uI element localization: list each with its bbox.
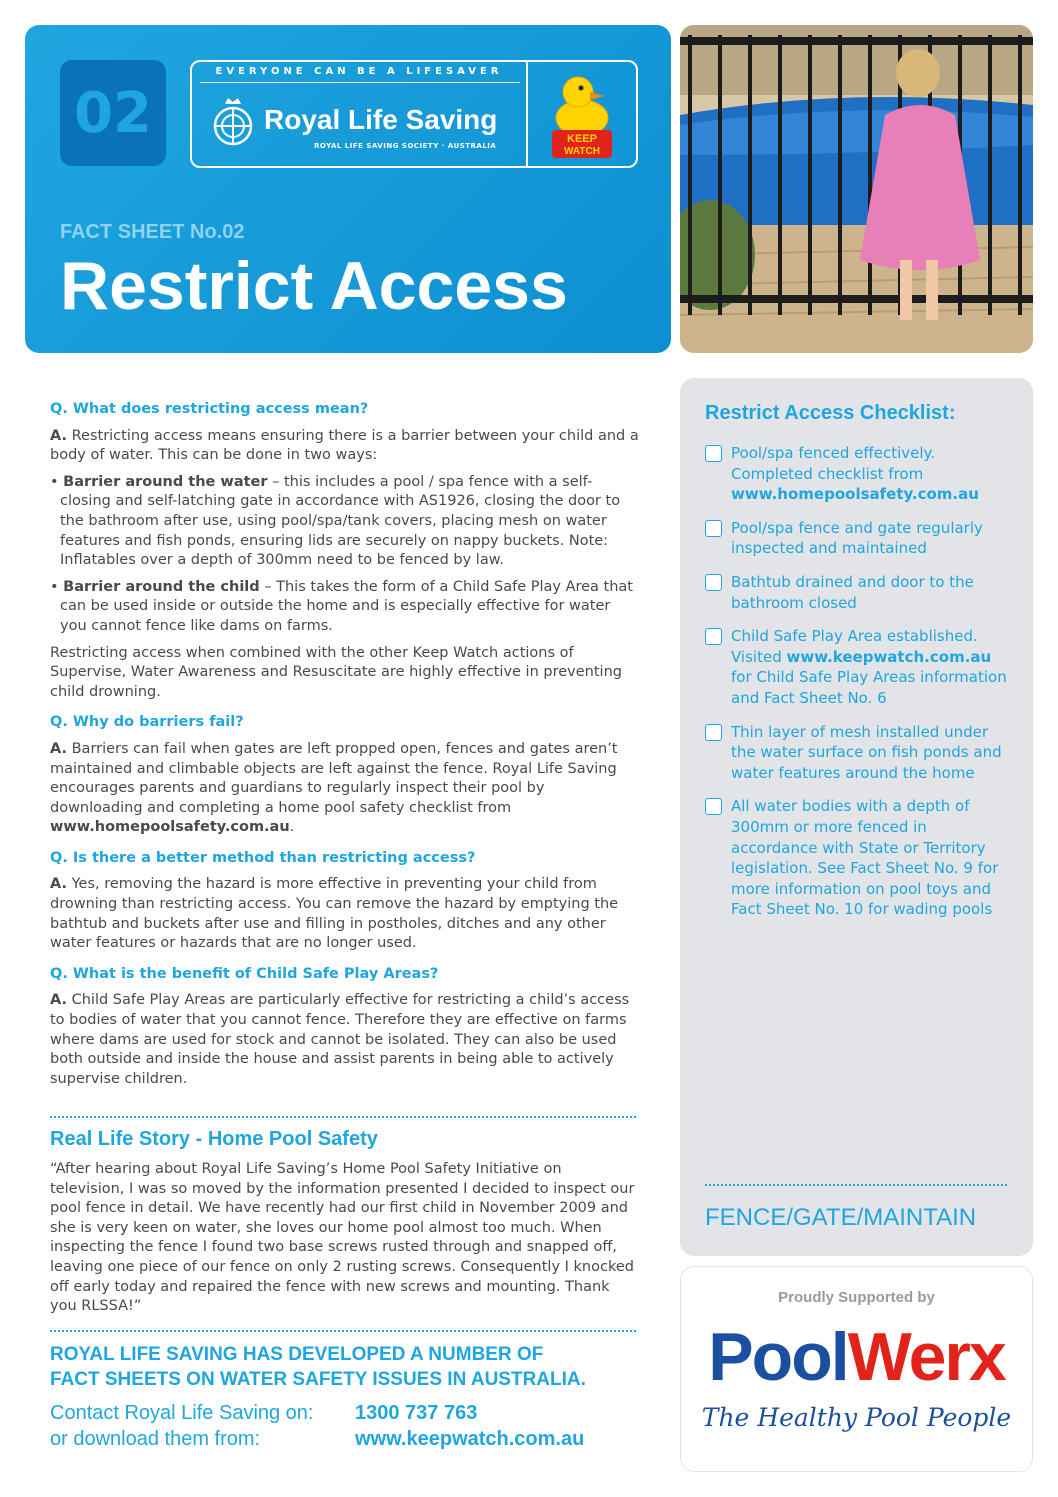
checkbox[interactable] xyxy=(705,574,722,591)
fact-sheet-label: FACT SHEET No.02 xyxy=(60,221,245,243)
photo-illustration xyxy=(680,25,1033,353)
item-text: Thin layer of mesh installed under the water surface on fish ponds and water features around the home xyxy=(731,722,1002,782)
bullet-bold: Barrier around the child xyxy=(63,578,260,595)
checkbox[interactable] xyxy=(705,520,722,537)
answer-paragraph xyxy=(50,427,640,466)
cta-line: ROYAL LIFE SAVING HAS DEVELOPED A NUMBER OF xyxy=(50,1344,544,1365)
item-text: Pool/spa fence and gate regularly inspected and maintained xyxy=(731,518,983,558)
story-title: Real Life Story - Home Pool Safety xyxy=(50,1128,378,1150)
checklist-item xyxy=(705,626,1015,708)
contact-values xyxy=(355,1400,584,1452)
bullet-bold: Barrier around the water xyxy=(63,473,268,490)
brand-subtitle: ROYAL LIFE SAVING SOCIETY · AUSTRALIA xyxy=(314,142,497,150)
bullet-text: – this includes a pool / spa fence with a self-closing and self-latching gate in accordance with AS1926, closing the door to the bathroom after use, using pool/spa/tank covers, placing mesh on water features and fish ponds, ensuring lids are securely on nappy buckets. Note: Inflatables over a depth of 300mm need to be fenced by law. xyxy=(60,473,621,569)
answer-paragraph xyxy=(50,875,640,953)
answer-lead: A. xyxy=(50,992,67,1009)
item-text: All water bodies with a depth of 300mm or more fenced in accordance with State or Territory legislation. See Fact Sheet No. 9 for more information on pool toys and Fact Sheet No. 10 for wading pools xyxy=(731,797,999,919)
brand-name: Royal Life Saving xyxy=(264,104,498,135)
paragraph: Restricting access when combined with the other Keep Watch actions of Supervise, Water Awareness and Resuscitate are highly effective in preventing child drowning. xyxy=(50,644,622,700)
checkbox[interactable] xyxy=(705,628,722,645)
checklist-title: Restrict Access Checklist: xyxy=(705,402,956,424)
svg-text:WATCH: WATCH xyxy=(564,146,600,157)
poolwerx-logo xyxy=(681,1317,1032,1397)
logo-divider xyxy=(526,62,528,166)
answer-lead: A. xyxy=(50,427,67,444)
story-text: “After hearing about Royal Life Saving’s Home Pool Safety Initiative on television, I was so moved by the information presented I decided to inspect our pool fence in detail. We have recently had our first child in November 2009 and she is very keen on water, she loves our home pool almost too much. When inspecting the fence I found two base screws rusted through and snapped off, leaving one piece of our fence on only 2 rusting screws. Consequently I knocked off early today and repaired the fence with new screws and mounting. Thank you RLSSA!” xyxy=(50,1161,635,1315)
checklist-item xyxy=(705,443,1015,505)
checklist-item-text xyxy=(731,572,1015,613)
section-barriers-fail xyxy=(50,713,640,838)
dotted-divider xyxy=(705,1184,1007,1186)
bullet-item: • Barrier around the child – This takes the form of a Child Safe Play Area that can be used inside or outside the home and is especially effective for water you cannot fence like dams on farms. xyxy=(50,578,633,634)
answer-text: Child Safe Play Areas are particularly effective for restricting a child’s access to bodies of water that you cannot fence. Therefore they are effective on farms where dams are used for stock and cannot be isolated. They can also be used both outside and inside the house and assist parents in being able to actively supervise children. xyxy=(50,992,630,1087)
homepoolsafety-link[interactable]: www.homepoolsafety.com.au xyxy=(50,819,290,836)
checklist-item xyxy=(705,572,1015,613)
sponsor-box xyxy=(680,1266,1033,1472)
answer-paragraph xyxy=(50,991,640,1089)
answer-end: . xyxy=(289,819,295,836)
logo-panel xyxy=(190,60,638,168)
checklist xyxy=(705,443,1015,933)
answer-text: Barriers can fail when gates are left propped open, fences and gates aren’t maintained and climbable objects are left against the fence. Royal Life Saving encourages parents and guardians to regularly inspect their pool by downloading and completing a home pool safety checklist from xyxy=(50,740,618,816)
section-better-method xyxy=(50,849,640,954)
svg-text:KEEP: KEEP xyxy=(567,133,597,145)
answer-lead: A. xyxy=(50,876,67,893)
question-heading: Q. What does restricting access mean? xyxy=(50,401,369,417)
checklist-item xyxy=(705,722,1015,784)
tagline: EVERYONE CAN BE A LIFESAVER xyxy=(215,66,503,77)
poolwerx-tagline: The Healthy Pool People xyxy=(701,1403,1012,1432)
checklist-item-text xyxy=(731,796,1015,920)
item-link[interactable]: www.keepwatch.com.au xyxy=(786,647,992,666)
item-rest: for Child Safe Play Areas information and Fact Sheet No. 6 xyxy=(731,668,1007,707)
tagline-rule xyxy=(200,82,520,83)
contact-label: Contact Royal Life Saving on: xyxy=(50,1402,314,1424)
checkbox[interactable] xyxy=(705,798,722,815)
checkbox[interactable] xyxy=(705,445,722,462)
checklist-item xyxy=(705,796,1015,920)
cta-line: FACT SHEETS ON WATER SAFETY ISSUES IN AUSTRALIA. xyxy=(50,1369,586,1390)
main-content xyxy=(50,400,640,1096)
checklist-item-text xyxy=(731,722,1015,784)
item-text: Pool/spa fenced effectively. Completed checklist from xyxy=(731,444,936,483)
royal-life-saving-crest-icon xyxy=(208,94,258,150)
section-child-safe-play-areas xyxy=(50,965,640,1090)
poolwerx-logo-pool: Pool xyxy=(708,1319,848,1395)
dotted-divider xyxy=(50,1330,636,1332)
bullet-item: • Barrier around the water – this includes a pool / spa fence with a self-closing and self-latching gate in accordance with AS1926, closing the door to the bathroom after use, using pool/spa/tank covers, placing mesh on water features and fish ponds, ensuring lids are securely on nappy buckets. Note: Inflatables over a depth of 300mm need to be fenced by law. xyxy=(50,473,621,569)
fact-sheet-number-badge: 02 xyxy=(60,60,166,166)
bullet-text: – This takes the form of a Child Safe Play Area that can be used inside or outside the home and is especially effective for water you cannot fence like dams on farms. xyxy=(60,578,633,634)
question-heading: Q. Why do barriers fail? xyxy=(50,714,244,731)
answer-text: Restricting access means ensuring there is a barrier between your child and a body of water. This can be done in two ways: xyxy=(50,427,639,464)
item-link[interactable]: www.homepoolsafety.com.au xyxy=(731,485,979,504)
question-heading: Q. What is the benefit of Child Safe Play Areas? xyxy=(50,965,439,982)
poolwerx-logo-werx: Werx xyxy=(847,1319,1005,1395)
checklist-item-text xyxy=(731,443,1015,505)
checklist-item-text xyxy=(731,518,1015,559)
photo-child-at-pool-fence xyxy=(680,25,1033,353)
contact-labels xyxy=(50,1400,314,1452)
dotted-divider xyxy=(50,1116,636,1118)
checklist-panel xyxy=(680,378,1033,1256)
keep-watch-duck-logo xyxy=(544,68,620,160)
item-text: Bathtub drained and door to the bathroom closed xyxy=(731,572,974,612)
answer-lead: A. xyxy=(50,740,67,757)
header-banner xyxy=(25,25,671,353)
item-text: Child Safe Play Area established. Visited xyxy=(731,627,978,666)
checklist-item xyxy=(705,518,1015,559)
download-label: or download them from: xyxy=(50,1428,261,1450)
question-heading: Q. Is there a better method than restricting access? xyxy=(50,849,476,866)
page-title: Restrict Access xyxy=(60,248,568,324)
checklist-footer: FENCE/GATE/MAINTAIN xyxy=(705,1204,977,1231)
checklist-item-text xyxy=(731,626,1015,708)
checkbox[interactable] xyxy=(705,724,722,741)
call-to-action xyxy=(50,1342,650,1392)
answer-text: Yes, removing the hazard is more effective in preventing your child from drowning than restricting access. You can remove the hazard by emptying the bathtub and buckets after use and filling in postholes, ditches and any other water features or hazards that are no longer used. xyxy=(50,876,619,952)
answer-paragraph xyxy=(50,740,640,838)
phone-number[interactable]: 1300 737 763 xyxy=(355,1402,478,1424)
section-restricting-access xyxy=(50,400,640,702)
website-link[interactable]: www.keepwatch.com.au xyxy=(355,1428,585,1450)
sponsor-label: Proudly Supported by xyxy=(778,1289,935,1306)
